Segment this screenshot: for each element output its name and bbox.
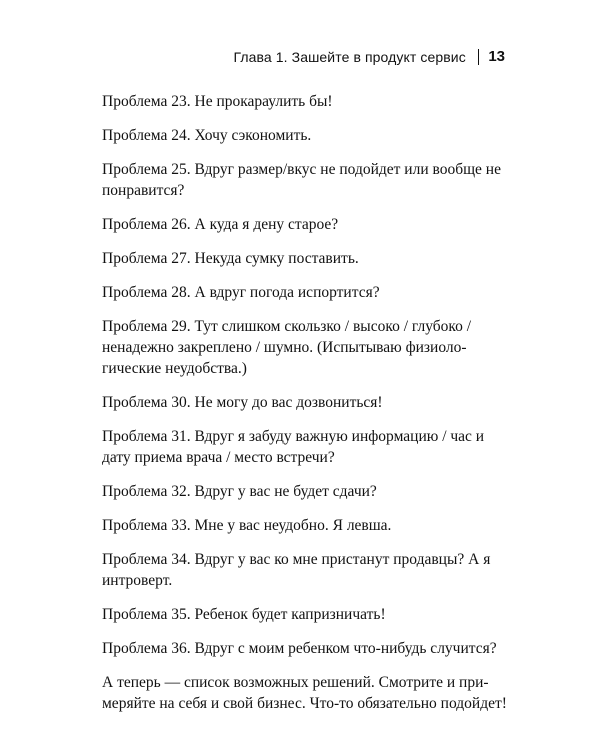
chapter-title: Глава 1. Зашейте в продукт сервис — [233, 48, 466, 65]
problem-24: Проблема 24. Хочу сэкономить. — [102, 127, 312, 144]
problem-35: Проблема 35. Ребенок будет капризничать! — [102, 606, 386, 623]
problem-33: Проблема 33. Мне у вас неудобно. Я левша. — [102, 517, 392, 534]
problem-25: Проблема 25. Вдруг размер/вкус не подойдет или вообще не понравится? — [102, 161, 501, 199]
problem-23: Проблема 23. Не прокараулить бы! — [102, 93, 333, 110]
problem-31: Проблема 31. Вдруг я забуду важную информацию / час и дату приема врача / место встречи? — [102, 428, 485, 466]
closing-paragraph: А теперь — список возможных решений. Смотрите и примеряйте на себя и свой бизнес. Что-то обязательно подойдет! — [102, 674, 507, 712]
problem-27: Проблема 27. Некуда сумку поставить. — [102, 250, 359, 267]
problem-36: Проблема 36. Вдруг с моим ребенком что-нибудь случится? — [102, 640, 497, 657]
problem-34: Проблема 34. Вдруг у вас ко мне пристанут продавцы? А я интроверт. — [102, 551, 491, 589]
running-header — [233, 48, 505, 65]
problem-30: Проблема 30. Не могу до вас дозвониться! — [102, 394, 383, 411]
problem-28: Проблема 28. А вдруг погода испортится? — [102, 284, 380, 301]
page-number: 13 — [488, 48, 505, 65]
problem-26: Проблема 26. А куда я дену старое? — [102, 216, 339, 233]
header-separator — [478, 49, 480, 65]
problem-32: Проблема 32. Вдруг у вас не будет сдачи? — [102, 483, 377, 500]
problem-29: Проблема 29. Тут слишком скользко / высоко / глубоко / ненадежно закреплено / шумно. (Испытываю физиологические неудобства.) — [102, 318, 472, 377]
page-body — [102, 91, 514, 727]
